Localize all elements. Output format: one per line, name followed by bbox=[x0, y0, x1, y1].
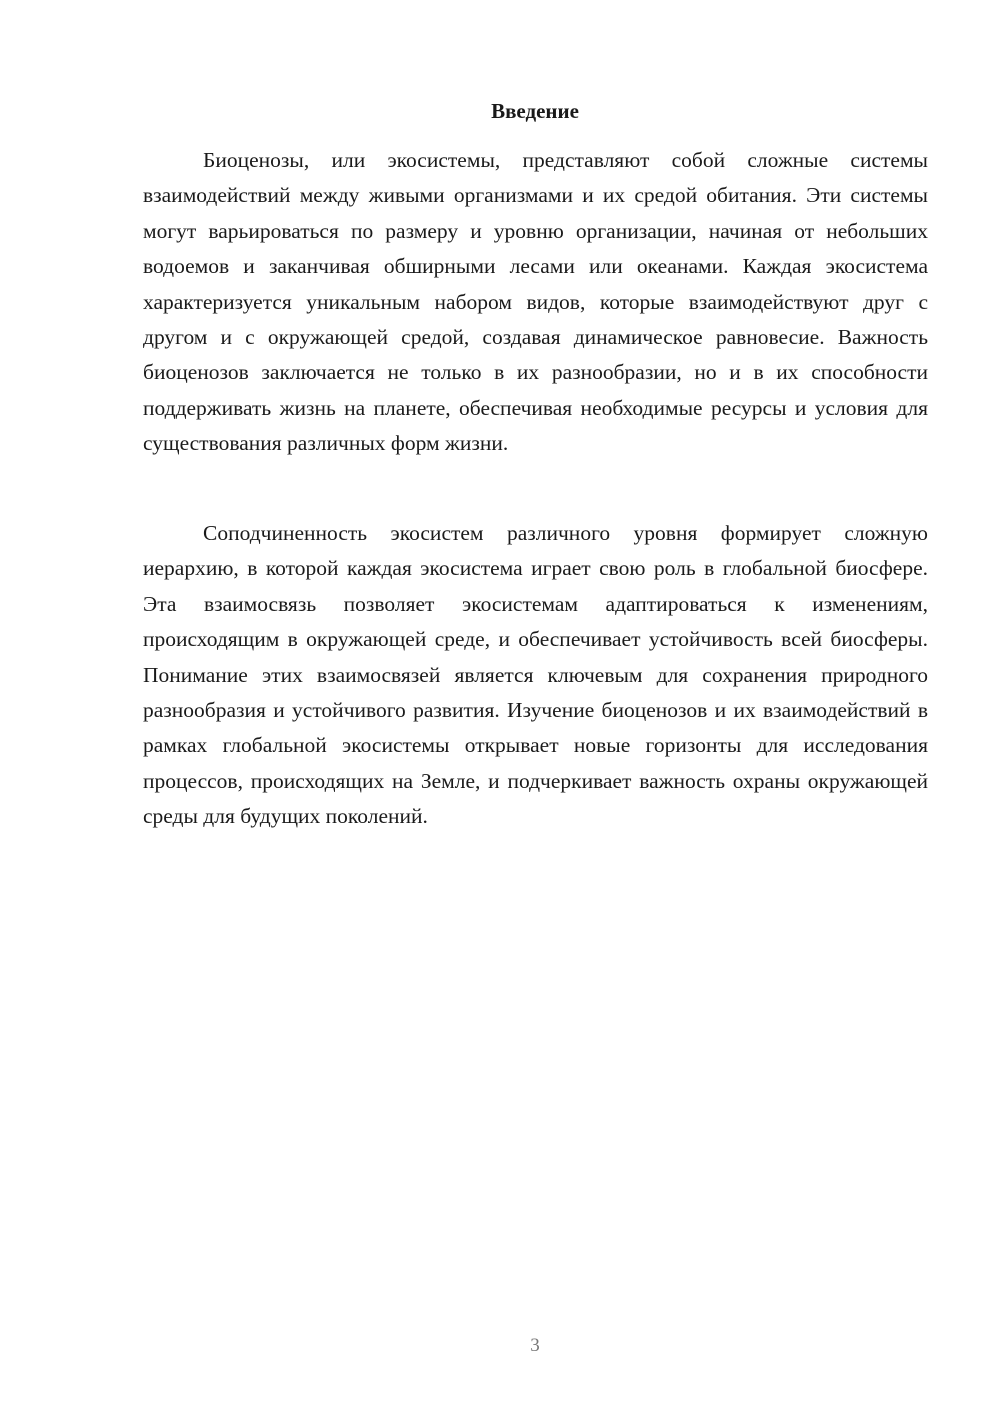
paragraph-hierarchy: Соподчиненность экосистем различного уровня формирует сложную иерархию, в которой каждая экосистема играет свою роль в глобальной биосфере. Эта взаимосвязь позволяет экосистемам адаптироваться к изменениям, происходящим в окружающей среде, и обеспечивает устойчивость всей биосферы. Понимание этих взаимосвязей является ключевым для сохранения природного разнообразия и устойчивого развития. Изучение биоценозов и их взаимодействий в рамках глобальной экосистемы открывает новые горизонты для исследования процессов, происходящих на Земле, и подчеркивает важность охраны окружающей среды для будущих поколений. bbox=[143, 521, 928, 829]
section-heading: Введение bbox=[491, 99, 579, 123]
page-number: 3 bbox=[530, 1335, 540, 1356]
paragraph-intro: Биоценозы, или экосистемы, представляют собой сложные системы взаимодействий между живыми организмами и их средой обитания. Эти системы могут варьироваться по размеру и уровню организации, начиная от небольших водоемов и заканчивая обширными лесами или океанами. Каждая экосистема характеризуется уникальным набором видов, которые взаимодействуют друг с другом и с окружающей средой, создавая динамическое равновесие. Важность биоценозов заключается не только в их разнообразии, но и в их способности поддерживать жизнь на планете, обеспечивая необходимые ресурсы и условия для существования различных форм жизни. bbox=[143, 148, 928, 456]
